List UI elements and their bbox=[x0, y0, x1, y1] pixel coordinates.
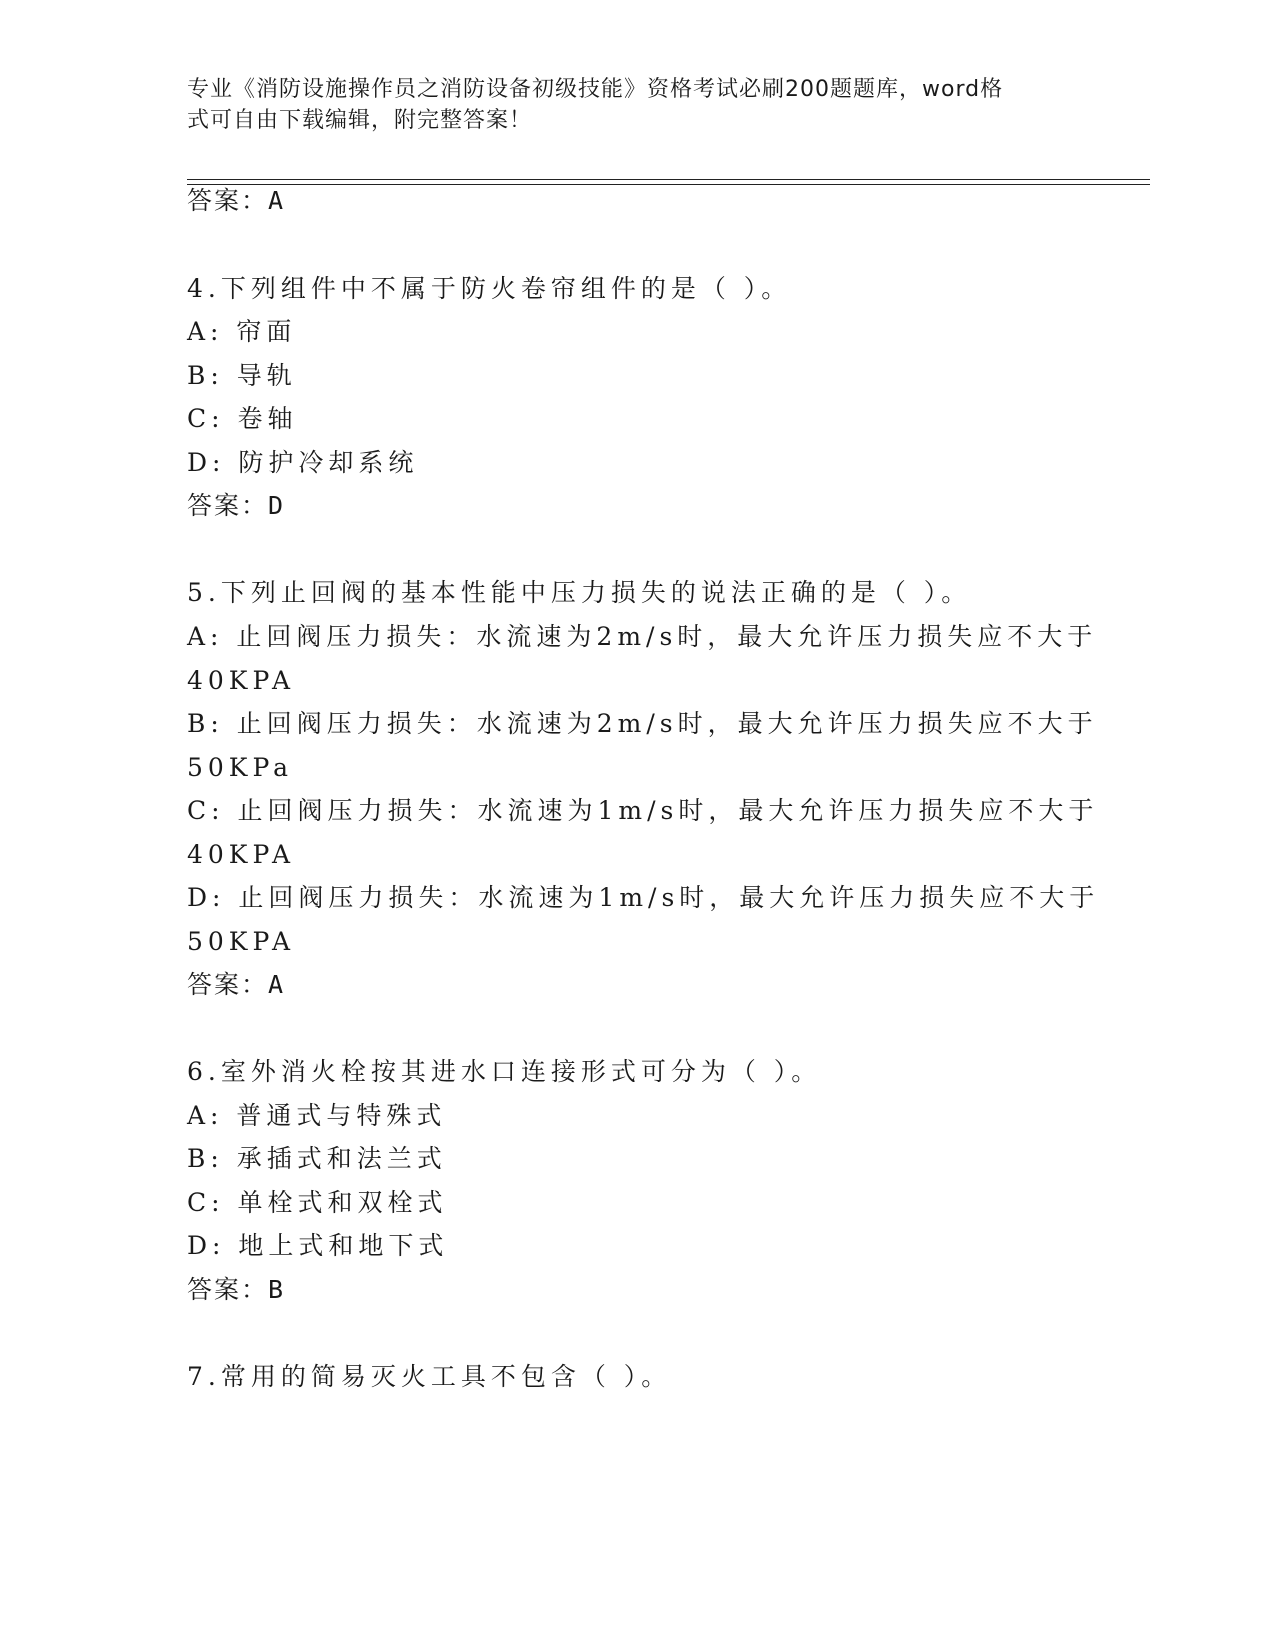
option-b: B: 承插式和法兰式 bbox=[187, 1144, 447, 1173]
option-b: B: 导轨 bbox=[187, 361, 297, 390]
answer-value: B bbox=[268, 1275, 286, 1304]
option-a: A: 普通式与特殊式 bbox=[187, 1101, 447, 1130]
answer-label: 答案： bbox=[187, 491, 269, 520]
answer-value: A bbox=[268, 186, 286, 215]
question-stem: 6.室外消火栓按其进水口连接形式可分为（ ）。 bbox=[187, 1057, 822, 1086]
question-stem: 5.下列止回阀的基本性能中压力损失的说法正确的是（ ）。 bbox=[187, 578, 972, 607]
option-b-continued: 50KPa bbox=[187, 753, 294, 782]
question-stem: 4.下列组件中不属于防火卷帘组件的是（ ）。 bbox=[187, 274, 792, 303]
answer-label: 答案： bbox=[187, 186, 269, 215]
answer-label: 答案： bbox=[187, 970, 269, 999]
answer-label: 答案： bbox=[187, 1275, 269, 1304]
document-header bbox=[187, 74, 1087, 136]
header-line-2: 式可自由下载编辑，附完整答案！ bbox=[187, 108, 533, 133]
header-divider-bottom bbox=[187, 184, 1150, 185]
option-c: C: 止回阀压力损失：水流速为1m/s时，最大允许压力损失应不大于 bbox=[187, 796, 1099, 825]
answer-line bbox=[187, 184, 285, 218]
option-c-continued: 40KPA bbox=[187, 840, 296, 869]
option-a: A: 帘面 bbox=[187, 317, 297, 346]
option-d: D: 防护冷却系统 bbox=[187, 448, 419, 477]
header-line-1: 专业《消防设施操作员之消防设备初级技能》资格考试必刷200题题库，word格 bbox=[187, 77, 1004, 102]
answer-line bbox=[187, 968, 285, 1002]
option-d: D: 地上式和地下式 bbox=[187, 1231, 449, 1260]
answer-value: D bbox=[268, 491, 286, 520]
option-a-continued: 40KPA bbox=[187, 666, 296, 695]
option-d-continued: 50KPA bbox=[187, 927, 296, 956]
option-d: D: 止回阀压力损失：水流速为1m/s时，最大允许压力损失应不大于 bbox=[187, 883, 1100, 912]
option-a: A: 止回阀压力损失：水流速为2m/s时，最大允许压力损失应不大于 bbox=[187, 622, 1098, 651]
answer-value: A bbox=[268, 970, 286, 999]
answer-line bbox=[187, 489, 285, 523]
question-stem: 7.常用的简易灭火工具不包含（ ）。 bbox=[187, 1362, 672, 1391]
header-divider-top bbox=[187, 179, 1150, 180]
option-c: C: 卷轴 bbox=[187, 404, 298, 433]
answer-line bbox=[187, 1273, 285, 1307]
option-c: C: 单栓式和双栓式 bbox=[187, 1188, 448, 1217]
option-b: B: 止回阀压力损失：水流速为2m/s时，最大允许压力损失应不大于 bbox=[187, 709, 1098, 738]
